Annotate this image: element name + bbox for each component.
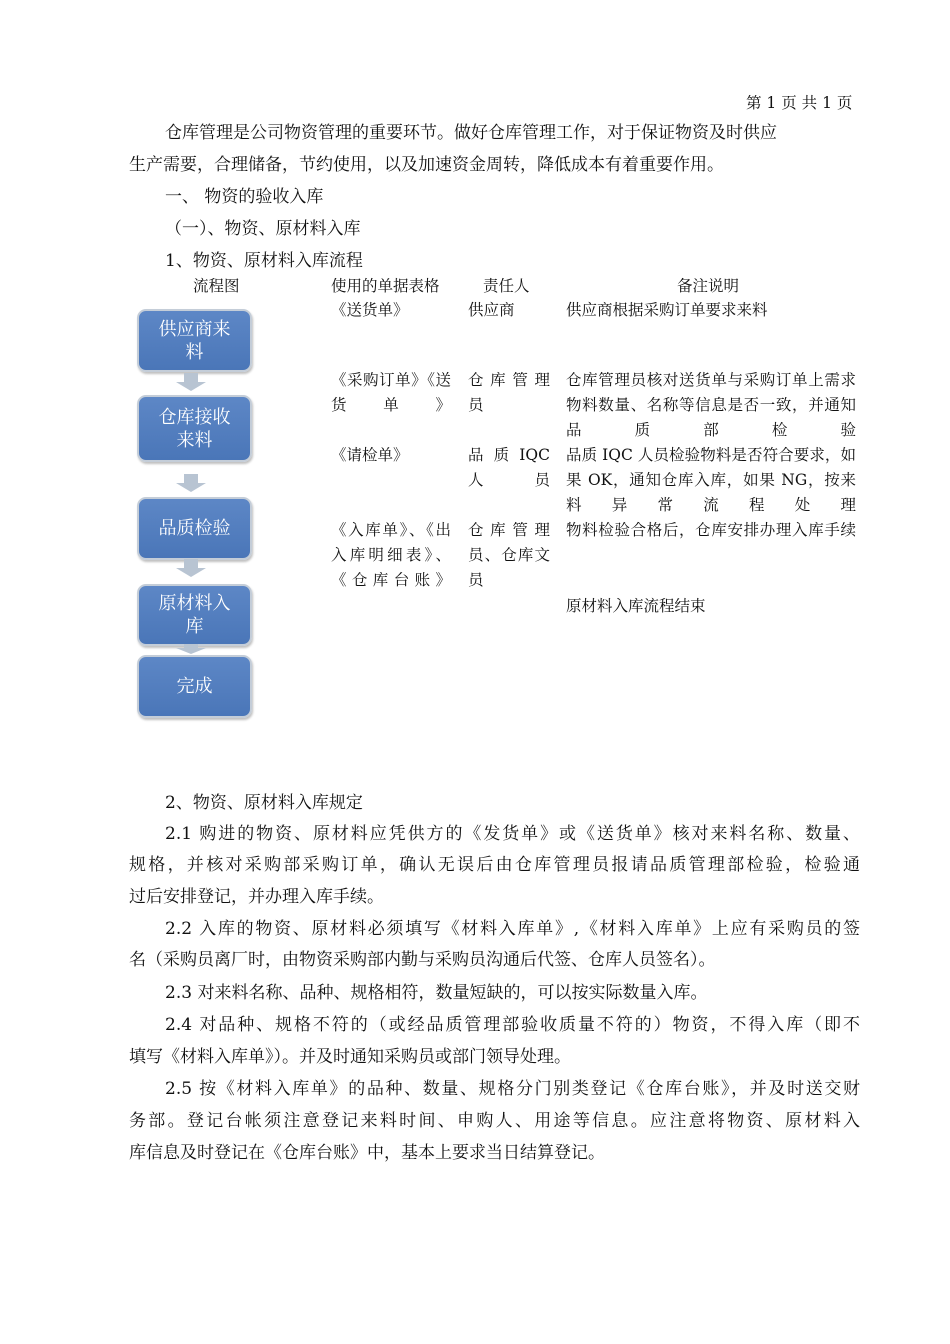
flow-step-supplier: 供应商来料 [137,309,252,372]
flow-arrow-icon [176,644,206,654]
rule-2-5-line-3: 库信息及时登记在《仓库台账》中，基本上要求当日结算登记。 [129,1143,605,1163]
rule-2-4-line-2: 填写《材料入库单》）。并及时通知采购员或部门领导处理。 [129,1047,571,1067]
page-number: 第 1 页 共 1 页 [746,94,853,112]
table-header-person: 责任人 [483,277,530,295]
flow-step-receive: 仓库接收来料 [137,395,252,462]
rule-2-3: 2.3 对来料名称、品种、规格相符，数量短缺的，可以按实际数量入库。 [165,983,708,1003]
rule-2-5-line-2: 务部。登记台帐须注意登记来料时间、申购人、用途等信息。应注意将物资、原材料入 [129,1111,860,1131]
table-row-4-person: 仓 库 管 理 员、仓库文员 [468,521,550,589]
rule-2-4-line-1: 2.4 对品种、规格不符的（或经品质管理部验收质量不符的）物资，不得入库（即不 [165,1015,860,1035]
rule-2-1-line-2: 规格，并核对采购部采购订单，确认无误后由仓库管理员报请品质管理部检验，检验通 [129,855,860,875]
table-row-1-forms: 《送货单》 [331,301,409,319]
table-row-4-forms: 《入库单》、《出入库明细表》、《仓库台账》 [331,521,451,589]
table-row-4-note: 物料检验合格后，仓库安排办理入库手续 [566,521,856,539]
table-row-1-note: 供应商根据采购订单要求来料 [566,301,768,319]
section-2-title: 2、物资、原材料入库规定 [165,793,363,813]
table-row-3-person: 品 质 IQC 人员 [468,446,550,489]
table-row-2-person: 仓 库 管 理 员 [468,371,550,414]
rule-2-2-line-1: 2.2 入库的物资、原材料必须填写《材料入库单》,《材料入库单》上应有采购员的签 [165,919,860,939]
table-header-note: 备注说明 [677,277,740,295]
rule-2-1-line-3: 过后安排登记，并办理入库手续。 [129,887,384,907]
item-heading-1: 1、物资、原材料入库流程 [165,251,363,271]
table-row-3-note: 品质 IQC 人员检验物料是否符合要求，如果 OK，通知仓库入库，如果 NG，按来料异常流程处理 [566,446,856,514]
table-row-2-forms: 《采购订单》《送货单》 [331,371,451,414]
rule-2-1-line-1: 2.1 购进的物资、原材料应凭供方的《发货单》或《送货单》核对来料名称、数量、 [165,824,860,844]
rule-2-2-line-2: 名（采购员离厂时，由物资采购部内勤与采购员沟通后代签、仓库人员签名）。 [129,950,716,970]
intro-line-1: 仓库管理是公司物资管理的重要环节。做好仓库管理工作，对于保证物资及时供应 [165,123,777,143]
flow-arrow-icon [176,474,206,492]
flow-arrow-icon [176,373,206,391]
table-header-flow: 流程图 [193,277,240,295]
flow-step-complete: 完成 [137,655,252,718]
flow-arrow-icon [176,559,206,577]
table-row-5-note: 原材料入库流程结束 [566,597,706,615]
intro-line-2: 生产需要，合理储备，节约使用，以及加速资金周转，降低成本有着重要作用。 [129,155,724,175]
flow-step-inspection: 品质检验 [137,497,252,560]
table-row-3-forms: 《请检单》 [331,446,409,464]
flow-step-stock-in: 原材料入库 [137,584,252,646]
rule-2-5-line-1: 2.5 按《材料入库单》的品种、数量、规格分门别类登记《仓库台账》，并及时送交财 [165,1079,860,1099]
table-header-forms: 使用的单据表格 [331,277,440,295]
section-heading-1: 一、 物资的验收入库 [165,187,324,207]
subsection-heading: （一）、物资、原材料入库 [165,219,361,239]
table-row-2-note: 仓库管理员核对送货单与采购订单上需求物料数量、名称等信息是否一致，并通知品质部检验 [566,371,856,439]
table-row-1-person: 供应商 [468,301,515,319]
